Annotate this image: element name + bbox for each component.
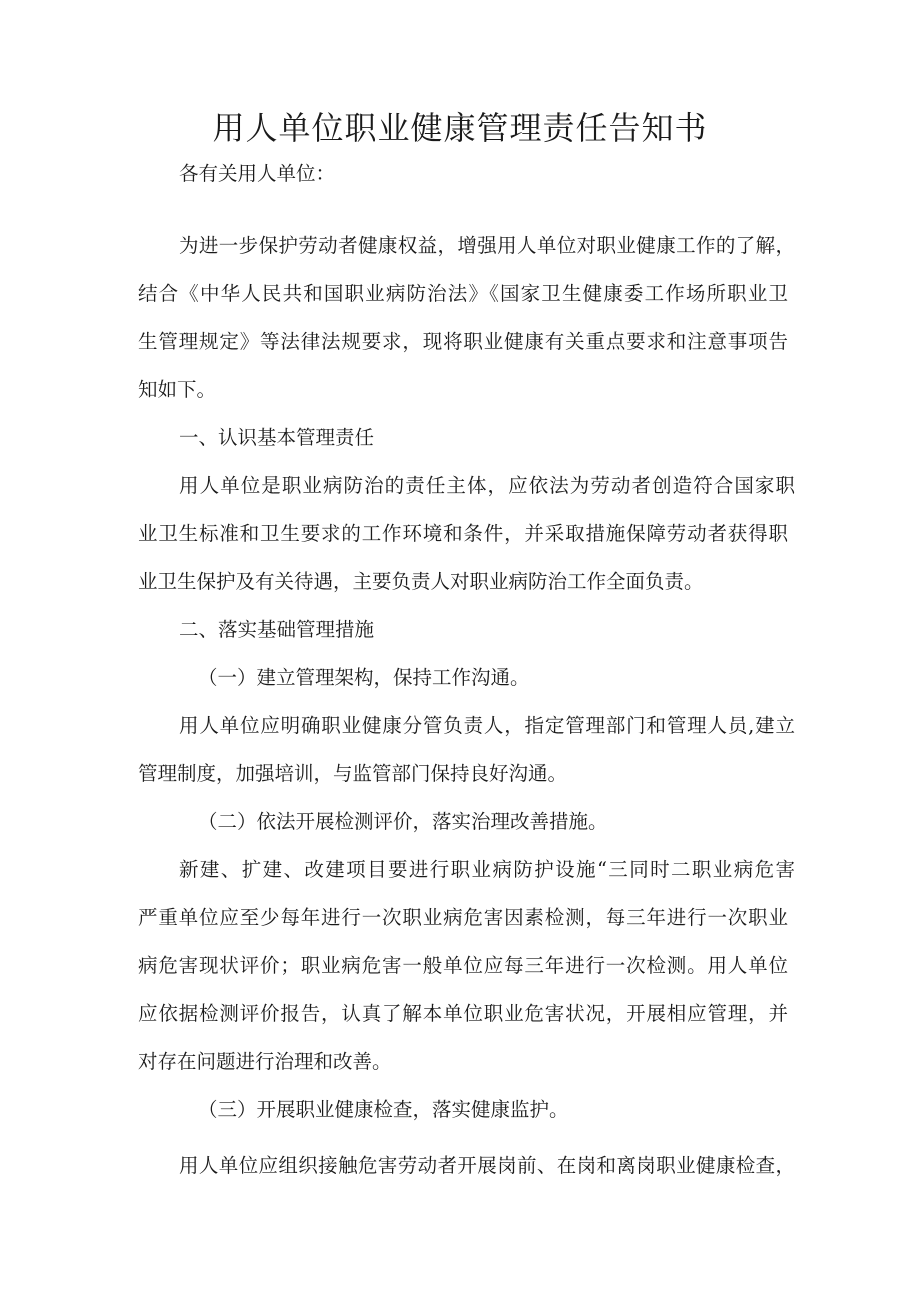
sub2-line-1: 新建、扩建、改建项目要进行职业病防护设施“三同时二职业病危害 — [179, 858, 795, 881]
subsection-heading-3: （三）开展职业健康检查，落实健康监护。 — [198, 1098, 569, 1121]
subsection-heading-2: （二）依法开展检测评价，落实治理改善措施。 — [198, 810, 608, 833]
intro-line-3: 生管理规定》等法律法规要求，现将职业健康有关重点要求和注意事项告 — [138, 330, 788, 353]
sub3-line-1: 用人单位应组织接触危害劳动者开展岗前、在岗和离岗职业健康检查， — [179, 1154, 795, 1177]
intro-line-2: 结合《中华人民共和国职业病防治法》《国家卫生健康委工作场所职业卫 — [138, 282, 788, 305]
sub1-line-2: 管理制度，加强培训，与监管部门保持良好沟通。 — [138, 762, 568, 785]
section-heading-1: 一、认识基本管理责任 — [179, 426, 375, 449]
sub2-line-5: 对存在问题进行治理和改善。 — [138, 1050, 392, 1073]
salutation: 各有关用人单位： — [179, 162, 336, 185]
sub2-line-4: 应依据检测评价报告，认真了解本单位职业危害状况，开展相应管理，并 — [138, 1002, 788, 1025]
section1-line-3: 业卫生保护及有关待遇，主要负责人对职业病防治工作全面负责。 — [138, 570, 704, 593]
intro-line-4: 知如下。 — [138, 378, 217, 401]
intro-line-1: 为进一步保护劳动者健康权益，增强用人单位对职业健康工作的了解， — [179, 234, 795, 257]
subsection-heading-1: （一）建立管理架构，保持工作沟通。 — [198, 666, 530, 689]
section-heading-2: 二、落实基础管理措施 — [179, 618, 375, 641]
sub2-line-2: 严重单位应至少每年进行一次职业病危害因素检测，每三年进行一次职业 — [138, 906, 788, 929]
sub1-line-1: 用人单位应明确职业健康分管负责人，指定管理部门和管理人员,建立 — [179, 714, 795, 737]
sub2-line-3: 病危害现状评价；职业病危害一般单位应每三年进行一次检测。用人单位 — [138, 954, 788, 977]
section1-line-2: 业卫生标准和卫生要求的工作环境和条件，并采取措施保障劳动者获得职 — [138, 522, 788, 545]
section1-line-1: 用人单位是职业病防治的责任主体，应依法为劳动者创造符合国家职 — [179, 474, 795, 497]
document-title: 用人单位职业健康管理责任告知书 — [212, 109, 708, 147]
